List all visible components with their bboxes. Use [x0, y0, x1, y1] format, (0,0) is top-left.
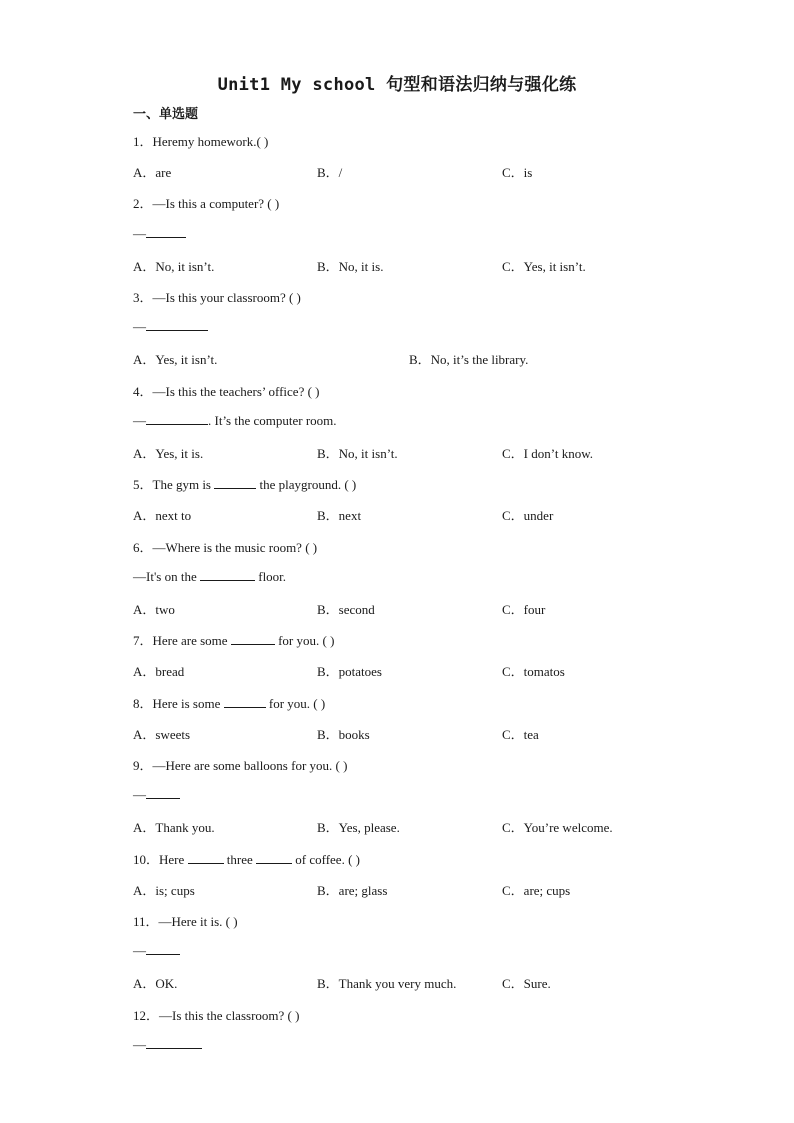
q7-option-c: C．tomatos	[502, 664, 565, 679]
page-title: Unit1 My school 句型和语法归纳与强化练	[217, 75, 577, 95]
question-4: 4．—Is this the teachers’ office? ( )	[133, 384, 320, 399]
q6-response-line: —It's on the floor.	[133, 569, 287, 584]
question-6: 6．—Where is the music room? ( )	[133, 540, 318, 555]
question-11: 11．—Here it is. ( )	[133, 914, 238, 929]
q4-option-c: C．I don’t know.	[502, 446, 594, 461]
q1-option-c: C．is	[502, 165, 533, 180]
q9-option-a: A．Thank you.	[133, 820, 215, 835]
q2-option-a: A．No, it isn’t.	[133, 259, 215, 274]
q7-option-b: B．potatoes	[317, 664, 382, 679]
q2-response-line: —	[133, 225, 186, 242]
question-9: 9．—Here are some balloons for you. ( )	[133, 758, 348, 773]
q2-option-b: B．No, it is.	[317, 259, 384, 274]
q6-option-a: A．two	[133, 602, 175, 617]
q6-option-b: B．second	[317, 602, 375, 617]
q11-option-c: C．Sure.	[502, 976, 551, 991]
q9-option-b: B．Yes, please.	[317, 820, 400, 835]
q3-response-line: —	[133, 318, 208, 335]
q8-option-c: C．tea	[502, 727, 539, 742]
q6-option-c: C．four	[502, 602, 546, 617]
question-1: 1．Heremy homework.( )	[133, 134, 269, 149]
q11-option-a: A．OK.	[133, 976, 178, 991]
q5-option-a: A．next to	[133, 508, 192, 523]
question-2: 2．—Is this a computer? ( )	[133, 196, 280, 211]
section-heading: 一、单选题	[133, 107, 199, 122]
q1-option-a: A．are	[133, 165, 172, 180]
q4-response-line: — . It’s the computer room.	[133, 413, 337, 428]
q8-option-b: B．books	[317, 727, 370, 742]
q1-option-b: B．/	[317, 165, 343, 180]
question-12: 12．—Is this the classroom? ( )	[133, 1008, 300, 1023]
q2-option-c: C．Yes, it isn’t.	[502, 259, 586, 274]
q8-option-a: A．sweets	[133, 727, 191, 742]
q12-response-line: —	[133, 1036, 202, 1053]
q9-response-line: —	[133, 786, 180, 803]
q10-option-a: A．is; cups	[133, 883, 195, 898]
q4-option-b: B．No, it isn’t.	[317, 446, 398, 461]
q10-option-c: C．are; cups	[502, 883, 571, 898]
q11-option-b: B．Thank you very much.	[317, 976, 457, 991]
q9-option-c: C．You’re welcome.	[502, 820, 613, 835]
q5-option-c: C．under	[502, 508, 554, 523]
q7-option-a: A．bread	[133, 664, 185, 679]
q4-option-a: A．Yes, it is.	[133, 446, 204, 461]
question-7: 7．Here are some for you. ( )	[133, 633, 335, 648]
q5-option-b: B．next	[317, 508, 362, 523]
question-5: 5．The gym is the playground. ( )	[133, 477, 357, 492]
question-10: 10．Here three of coffee. ( )	[133, 852, 360, 867]
question-3: 3．—Is this your classroom? ( )	[133, 290, 301, 305]
q3-option-a: A．Yes, it isn’t.	[133, 352, 218, 367]
q3-option-b: B．No, it’s the library.	[409, 352, 529, 367]
question-8: 8．Here is some for you. ( )	[133, 696, 326, 711]
q10-option-b: B．are; glass	[317, 883, 388, 898]
q11-response-line: —	[133, 942, 180, 959]
